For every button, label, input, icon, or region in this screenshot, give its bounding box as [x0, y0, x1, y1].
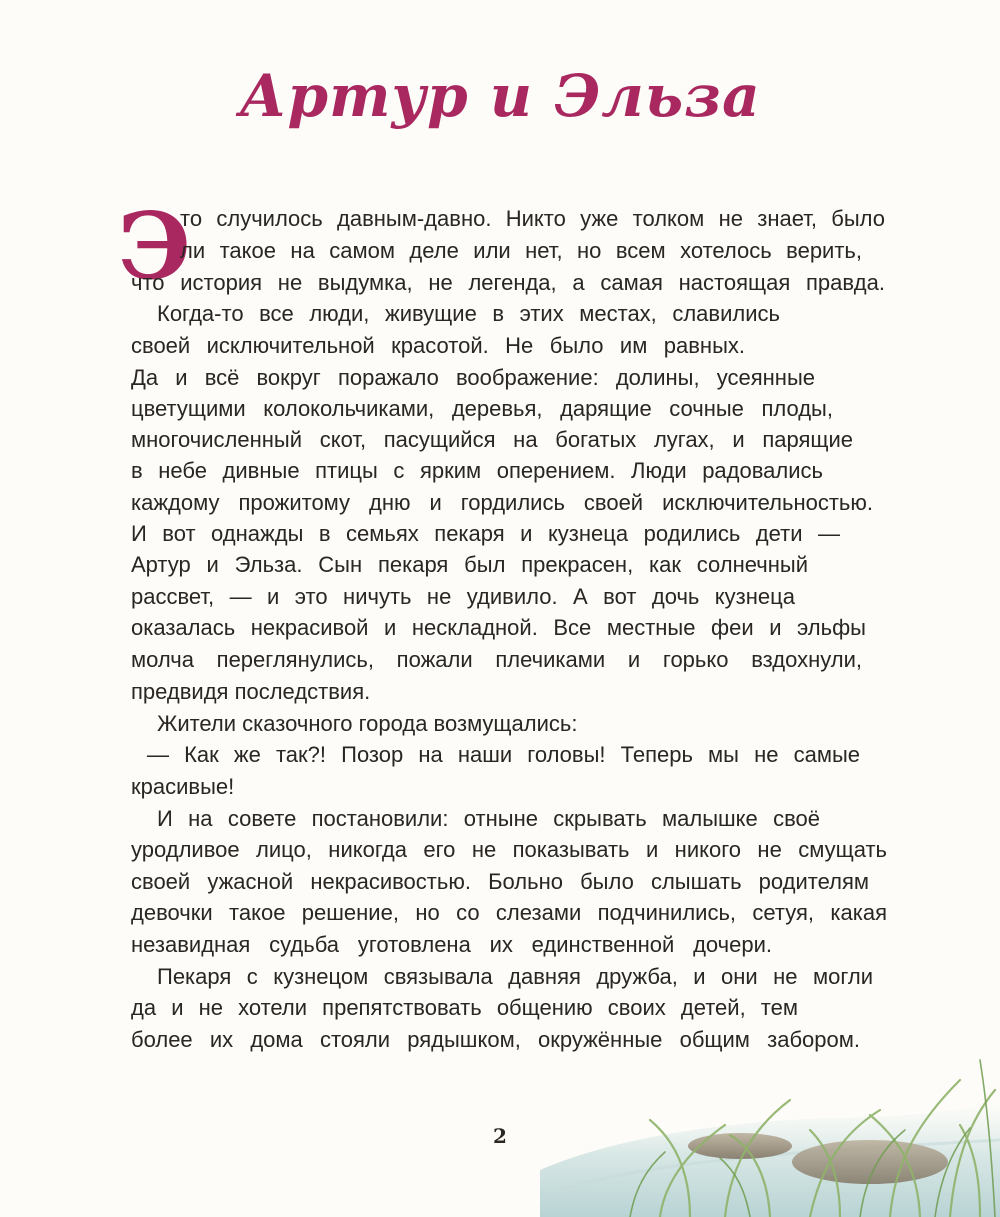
page-number: 2	[493, 1124, 507, 1148]
text-line: красивые!	[131, 774, 235, 799]
text-line: Артур и Эльза. Сын пекаря был прекрасен, как солнечный	[131, 552, 808, 577]
text-line: оказалась некрасивой и нескладной. Все местные феи и эльфы	[131, 615, 866, 640]
text-line: рассвет, — и это ничуть не удивило. А вот дочь кузнеца	[131, 584, 795, 609]
text-line: каждому прожитому дню и гордились своей исключительностью.	[131, 490, 873, 515]
text-line: девочки такое решение, но со слезами подчинились, сетуя, какая	[131, 900, 887, 925]
text-line: молча переглянулись, пожали плечиками и горько вздохнули,	[131, 647, 862, 672]
text-line: незавидная судьба уготовлена их единственной дочери.	[131, 932, 772, 957]
text-line: многочисленный скот, пасущийся на богатых лугах, и парящие	[131, 427, 853, 452]
text-line: Жители сказочного города возмущались:	[157, 711, 578, 736]
text-line: уродливое лицо, никогда его не показывать и никого не смущать	[131, 837, 887, 862]
text-line: — Как же так?! Позор на наши головы! Теперь мы не самые	[147, 742, 860, 767]
grass-and-river-illustration	[540, 1040, 1000, 1217]
text-line: своей ужасной некрасивостью. Больно было слышать родителям	[131, 869, 869, 894]
text-line: И вот однажды в семьях пекаря и кузнеца родились дети —	[131, 521, 840, 546]
text-line: ли такое на самом деле или нет, но всем хотелось верить,	[180, 238, 862, 263]
text-line: что история не выдумка, не легенда, а самая настоящая правда.	[131, 270, 885, 295]
text-line: своей исключительной красотой. Не было им равных.	[131, 333, 745, 358]
text-line: более их дома стояли рядышком, окружённые общим забором.	[131, 1027, 860, 1052]
text-line: в небе дивные птицы с ярким оперением. Люди радовались	[131, 458, 823, 483]
text-line: Да и всё вокруг поражало воображение: долины, усеянные	[131, 365, 815, 390]
text-line: цветущими колокольчиками, деревья, дарящие сочные плоды,	[131, 396, 833, 421]
drop-cap-letter: Э	[118, 192, 192, 300]
page-title: Артур и Эльза	[239, 62, 761, 130]
text-line: И на совете постановили: отныне скрывать малышке своё	[157, 806, 820, 831]
text-line: Когда-то все люди, живущие в этих местах, славились	[157, 301, 780, 326]
text-line: Пекаря с кузнецом связывала давняя дружба, и они не могли	[157, 964, 873, 989]
text-line: да и не хотели препятствовать общению своих детей, тем	[131, 995, 798, 1020]
text-line: то случилось давным-давно. Никто уже толком не знает, было	[180, 206, 885, 231]
text-line: предвидя последствия.	[131, 679, 371, 704]
